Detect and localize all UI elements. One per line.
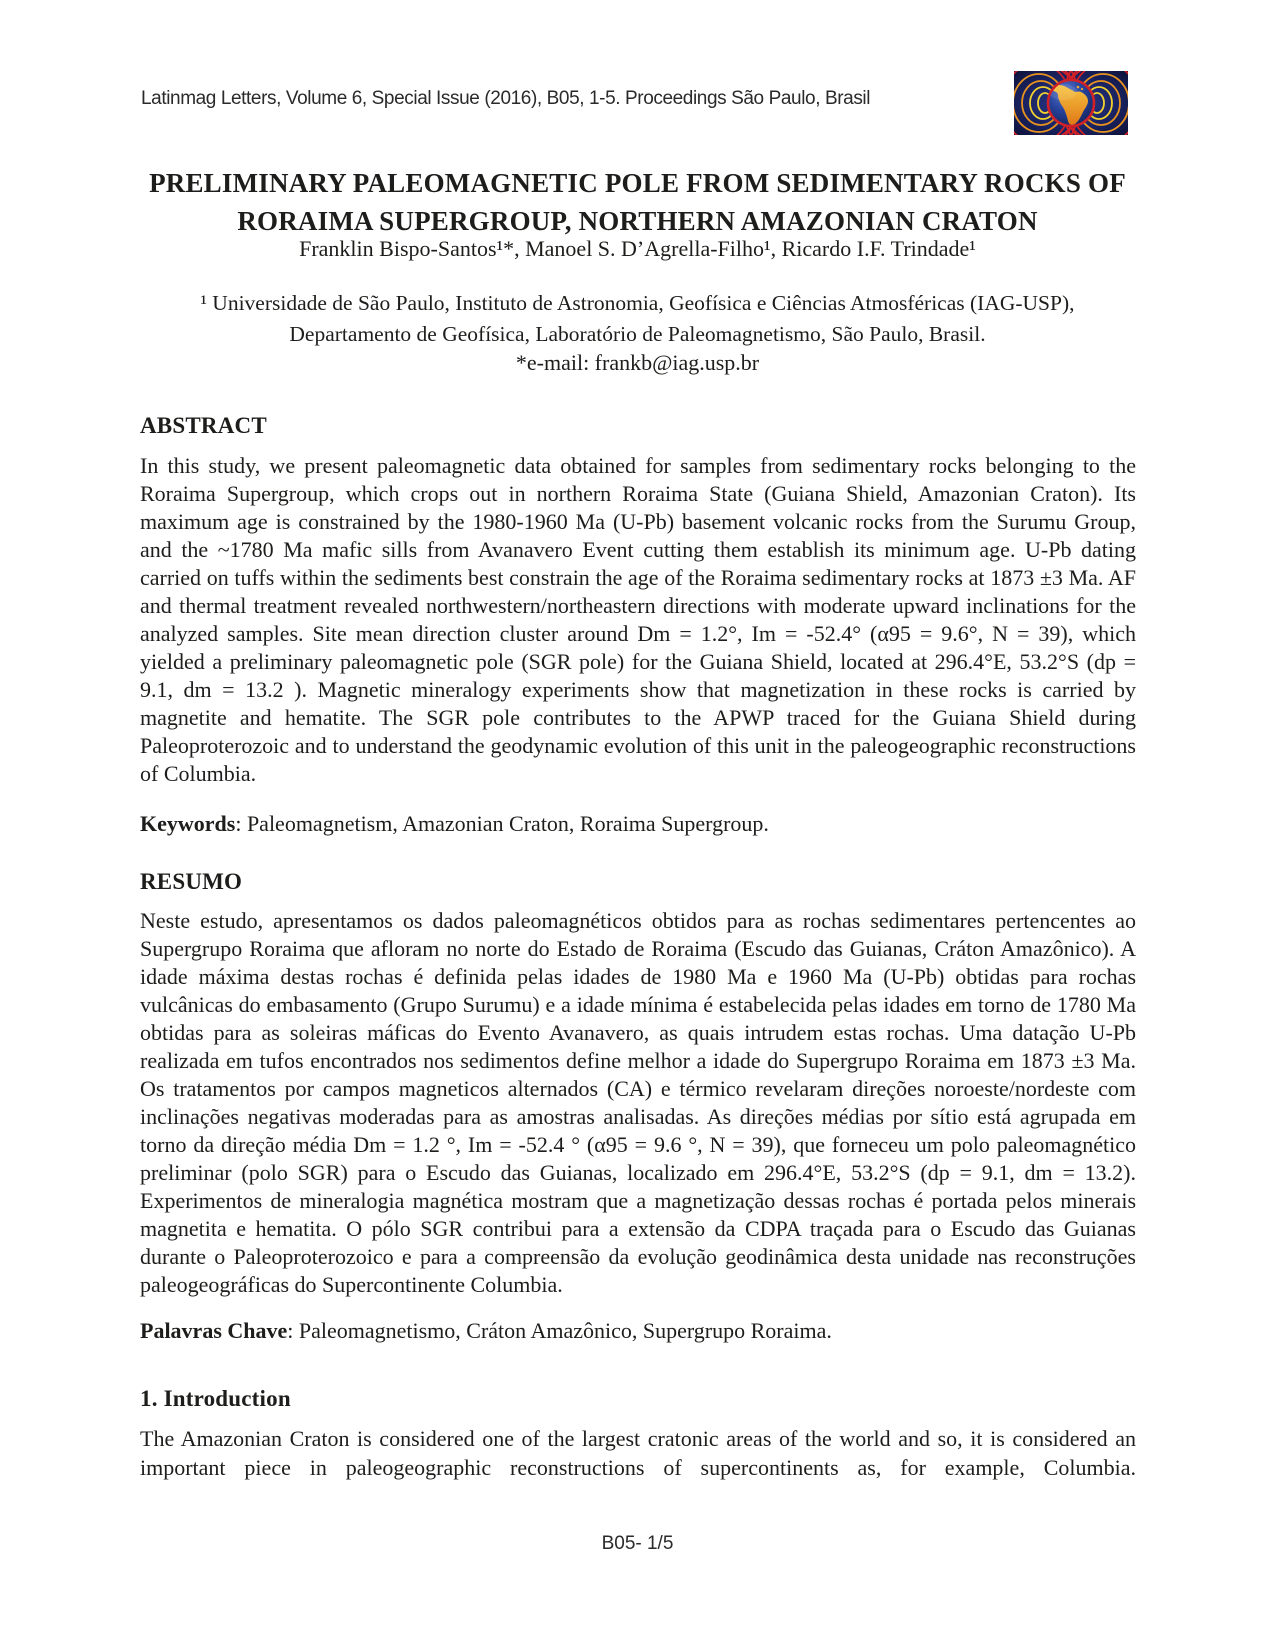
palavras-chave-text: : Paleomagnetismo, Cráton Amazônico, Supergrupo Roraima. xyxy=(287,1318,832,1343)
introduction-paragraph: The Amazonian Craton is considered one of the largest cratonic areas of the world and so, it is considered an important piece in paleogeographic reconstructions of supercontinents as, for example, Columbia. xyxy=(140,1426,1136,1480)
paper-title xyxy=(140,164,1135,240)
resumo-paragraph: Neste estudo, apresentamos os dados paleomagnéticos obtidos para as rochas sedimentares pertencentes ao Supergrupo Roraima que afloram no norte do Estado de Roraima (Escudo das Guianas, Cráton Amazônico). A idade máxima destas rochas é definida pelas idades de 1980 Ma e 1960 Ma (U-Pb) obtidas para rochas vulcânicas do embasamento (Grupo Surumu) e a idade mínima é estabelecida pelas idades em torno de 1780 Ma obtidas para as soleiras máficas do Evento Avanavero, as quais intrudem estas rochas. Uma datação U-Pb realizada em tufos encontrados nos sedimentos define melhor a idade do Supergrupo Roraima em 1873 ±3 Ma. Os tratamentos por campos magneticos alternados (CA) e térmico revelaram direções noroeste/nordeste com inclinações negativas moderadas para as amostras analisadas. As direções médias por sítio está agrupada em torno da direção média Dm = 1.2 °, Im = -52.4 ° (α95 = 9.6 °, N = 39), que forneceu um polo paleomagnético preliminar (polo SGR) para o Escudo das Guianas, localizado em 296.4°E, 53.2°S (dp = 9.1, dm = 13.2). Experimentos de mineralogia magnética mostram que a magnetização dessas rochas é portada pelos minerais magnetita e hematita. O pólo SGR contribui para a extensão da CDPA traçada para o Escudo das Guianas durante o Paleoproterozoico e para a compreensão da evolução geodinâmica desta unidade nas reconstruções paleogeográficas do Supercontinente Columbia. xyxy=(140,908,1136,1297)
keywords-text: : Paleomagnetism, Amazonian Craton, Roraima Supergroup. xyxy=(235,811,769,836)
authors-line: Franklin Bispo-Santos¹*, Manoel S. D’Agrella-Filho¹, Ricardo I.F. Trindade¹ xyxy=(299,236,976,261)
affiliation-line2: Departamento de Geofísica, Laboratório de Paleomagnetismo, São Paulo, Brasil. xyxy=(289,322,986,346)
abstract-heading: ABSTRACT xyxy=(140,413,267,438)
palavras-chave-label: Palavras Chave xyxy=(140,1318,288,1343)
keywords-label: Keywords xyxy=(140,811,236,836)
paper-title-line2: RORAIMA SUPERGROUP, NORTHERN AMAZONIAN CRATON xyxy=(237,206,1038,237)
resumo-heading: RESUMO xyxy=(140,869,243,894)
affiliation-block xyxy=(140,288,1135,350)
keywords-line xyxy=(140,811,1136,837)
abstract-paragraph: In this study, we present paleomagnetic data obtained for samples from sedimentary rocks belonging to the Roraima Supergroup, which crops out in northern Roraima State (Guiana Shield, Amazonian Craton). Its maximum age is constrained by the 1980-1960 Ma (U-Pb) basement volcanic rocks from the Surumu Group, and the ~1780 Ma mafic sills from Avanavero Event cutting them establish its minimum age. U-Pb dating carried on tuffs within the sediments best constrain the age of the Roraima sedimentary rocks at 1873 ±3 Ma. AF and thermal treatment revealed northwestern/northeastern directions with moderate upward inclinations for the analyzed samples. Site mean direction cluster around Dm = 1.2°, Im = -52.4° (α95 = 9.6°, N = 39), which yielded a preliminary paleomagnetic pole (SGR pole) for the Guiana Shield, located at 296.4°E, 53.2°S (dp = 9.1, dm = 13.2 ). Magnetic mineralogy experiments show that magnetization in these rocks is carried by magnetite and hematite. The SGR pole contributes to the APWP traced for the Guiana Shield during Paleoproterozoic and to understand the geodynamic evolution of this unit in the paleogeographic reconstructions of Columbia. xyxy=(140,453,1136,786)
introduction-heading: 1. Introduction xyxy=(140,1386,291,1411)
palavras-chave-line xyxy=(140,1318,1136,1344)
page-number: B05- 1/5 xyxy=(601,1533,674,1554)
affiliation-line1: ¹ Universidade de São Paulo, Instituto de Astronomia, Geofísica e Ciências Atmosféricas (IAG-USP), xyxy=(200,291,1075,315)
corresponding-email: *e-mail: frankb@iag.usp.br xyxy=(515,350,760,375)
paper-title-line1: PRELIMINARY PALEOMAGNETIC POLE FROM SEDIMENTARY ROCKS OF xyxy=(149,168,1126,199)
latinmag-logo xyxy=(1014,71,1128,135)
globe-icon xyxy=(1048,80,1094,126)
journal-header: Latinmag Letters, Volume 6, Special Issue (2016), B05, 1-5. Proceedings São Paulo, Brasil xyxy=(141,88,871,109)
